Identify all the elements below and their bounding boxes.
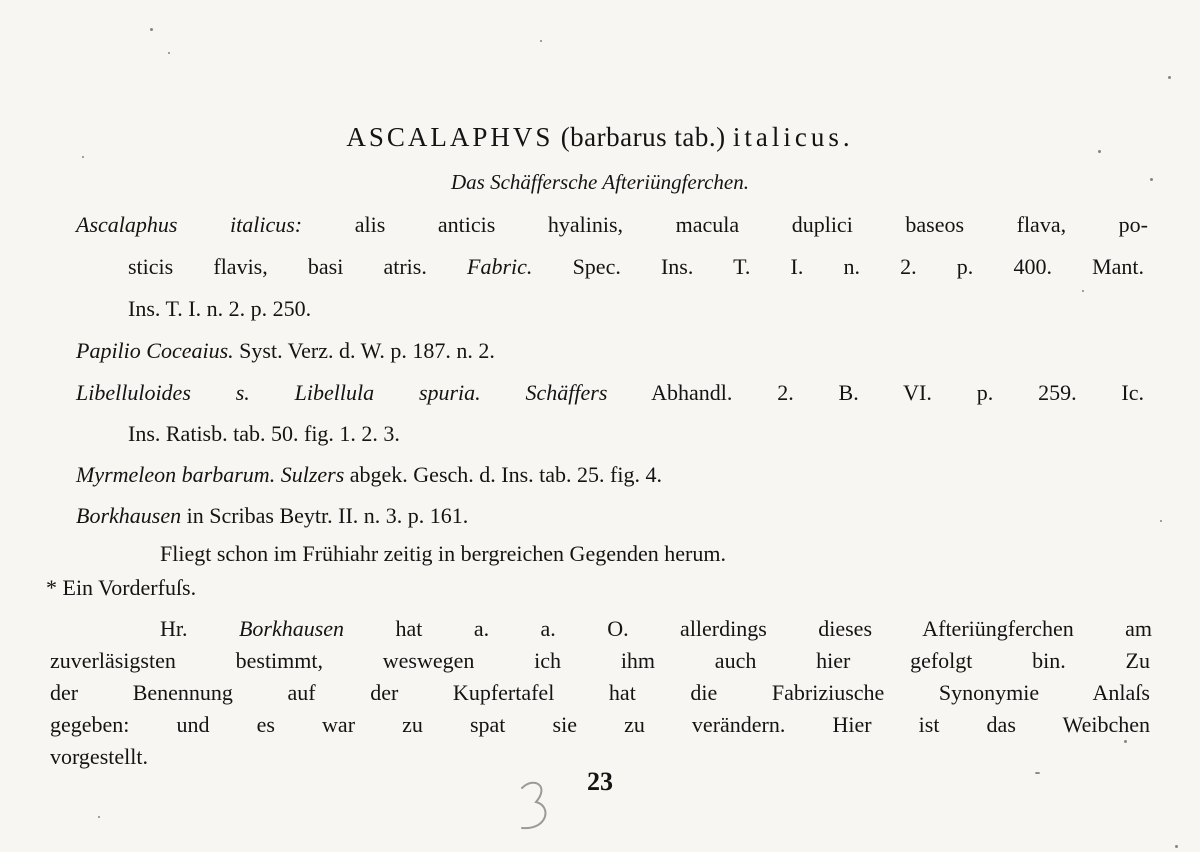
synonym-8-text: in Scribas Beytr. II. n. 3. p. 161. (186, 503, 469, 528)
synonym-1-text: alis anticis hyalinis, macula duplici baseos flava, po- (354, 212, 1148, 237)
p2-author: Borkhausen (238, 616, 345, 641)
synonym-2-post: Spec. Ins. T. I. n. 2. p. 400. Mant. (572, 254, 1145, 279)
page-title (0, 122, 1200, 153)
synonym-1-name: Ascalaphus italicus: (76, 212, 303, 237)
synonym-5-text: Abhandl. 2. B. VI. p. 259. Ic. (651, 380, 1145, 405)
title-genus: ASCALAPHVS (346, 122, 554, 152)
synonym-line-7 (76, 462, 662, 488)
synonym-5-author: Schäffers (525, 380, 608, 405)
synonym-line-2 (128, 254, 1144, 280)
page-number: 23 (587, 767, 613, 796)
synonym-4-name: Papilio Coceaius. (76, 338, 234, 363)
synonym-2-pre: sticis flavis, basi atris. (128, 254, 427, 279)
footnote: * Ein Vorderfuſs. (46, 575, 197, 600)
synonym-7-text: abgek. Gesch. d. Ins. tab. 25. fig. 4. (349, 462, 662, 487)
synonym-4-text: Syst. Verz. d. W. p. 187. n. 2. (239, 338, 495, 363)
paragraph-2-line-1 (160, 616, 1152, 642)
title-species: italicus. (732, 122, 854, 152)
synonym-5-name: Libelluloides s. Libellula spuria. (76, 380, 481, 405)
synonym-line-4 (76, 338, 495, 364)
title-paren: (barbarus tab.) (560, 122, 726, 152)
synonym-line-6: Ins. Ratisb. tab. 50. fig. 1. 2. 3. (128, 421, 400, 446)
synonym-7-name: Myrmeleon barbarum. (76, 462, 276, 487)
paragraph-2-line-2: zuverläsigsten bestimmt, weswegen ich ihm auch hier gefolgt bin. Zu (50, 648, 1150, 673)
synonym-line-3: Ins. T. I. n. 2. p. 250. (128, 296, 312, 321)
synonym-line-5 (76, 380, 1144, 406)
paragraph-2-line-5: vorgestellt. (50, 744, 148, 769)
page-subtitle: Das Schäffersche Afteriüngferchen. (450, 170, 750, 194)
p2-rest: hat a. a. O. allerdings dieses Afteriüngferchen am (395, 616, 1153, 641)
pencil-annotation (512, 776, 556, 836)
paragraph-1: Fliegt schon im Frühiahr zeitig in bergreichen Gegenden herum. (160, 541, 726, 566)
synonym-8-name: Borkhausen (76, 503, 182, 528)
synonym-2-author: Fabric. (467, 254, 533, 279)
paragraph-2-line-3: der Benennung auf der Kupfertafel hat die Fabriziusche Synonymie Anlaſs (50, 680, 1150, 705)
synonym-7-author: Sulzers (280, 462, 345, 487)
p2-prefix: Hr. (160, 616, 188, 641)
paragraph-2-line-4: gegeben: und es war zu spat sie zu verändern. Hier ist das Weibchen (50, 712, 1150, 737)
synonym-line-8 (76, 503, 468, 529)
synonym-line-1 (76, 212, 1148, 238)
